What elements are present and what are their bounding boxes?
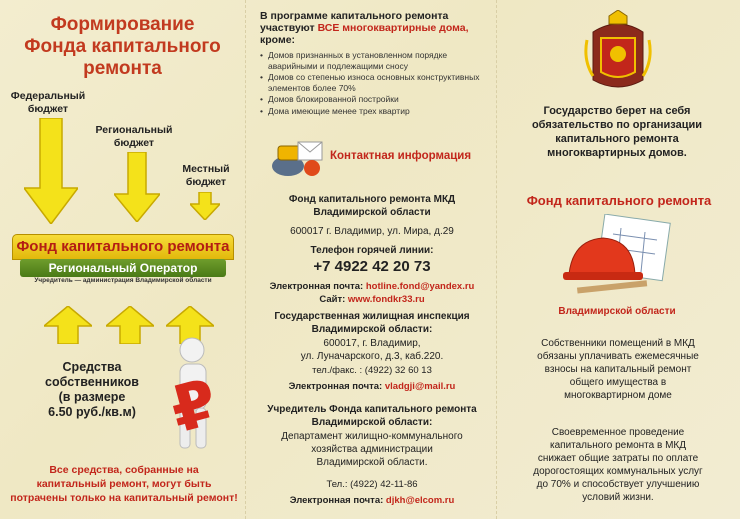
repair-benefits-text: Своевременное проведение капитального ремонта в МКД снижает общие затраты по оплате дорогостоящих коммунальных услуг до 70% и способствует улучшению условий жизни. — [533, 427, 703, 503]
fund-email-line: Электронная почта: hotline.fond@yandex.ru — [269, 281, 475, 292]
fund-address: 600017 г. Владимир, ул. Мира, д.29 — [290, 226, 454, 237]
owners-funds-label: Средства собственников (в размере 6.50 руб./кв.м) — [45, 360, 139, 419]
gji-email-line: Электронная почта: vladgji@mail.ru — [288, 381, 456, 392]
owners-obligation-text: Собственники помещений в МКД обязаны уплачивать ежемесячные взносы на капитальный ремонт общего имущества в многоквартирном доме — [537, 338, 699, 401]
founder-email-line: Электронная почта: djkh@elcom.ru — [289, 495, 455, 506]
program-intro: В программе капитального ремонта участвуют ВСЕ многоквартирные дома, кроме: — [260, 10, 469, 46]
gji-name: Государственная жилищная инспекция Владимирской области: — [274, 311, 470, 335]
funds-usage-note: Все средства, собранные на капитальный ремонт, могут быть потрачены только на капитальный ремонт! — [10, 464, 238, 504]
founder-title: Учредитель Фонда капитального ремонта Владимирской области: — [267, 404, 477, 428]
list-item: • Домов со степенью износа основных конструктивных элементов более 70% — [260, 72, 486, 93]
middle-panel — [245, 0, 497, 519]
state-statement: Государство берет на себя обязательство по организации капитального ремонта многоквартирных домов. — [531, 105, 703, 159]
up-arrow-icon — [106, 306, 154, 344]
local-budget-label: Местный бюджет — [182, 163, 230, 188]
svg-text:₽: ₽ — [163, 365, 226, 449]
fund-name: Фонд капитального ремонта МКД Владимирской области — [288, 194, 456, 218]
title-line: ремонта — [83, 58, 162, 79]
coat-of-arms-icon — [583, 10, 653, 94]
founder-phone: Тел.: (4922) 42-11-86 — [326, 479, 418, 490]
right-fund-title: Фонд капитального ремонта — [526, 193, 712, 208]
gji-phone: тел./факс. : (4922) 32 60 13 — [312, 365, 432, 376]
region-label: Владимирской области — [558, 306, 676, 317]
fund-site-line: Сайт: www.fondkr33.ru — [319, 294, 425, 305]
fund-site[interactable]: www.fondkr33.ru — [347, 294, 425, 305]
list-item: • Дома имеющие менее трех квартир — [260, 106, 486, 117]
regional-budget-label: Региональный бюджет — [95, 124, 173, 149]
up-arrow-icon — [44, 306, 92, 344]
person-with-ruble-icon — [158, 336, 228, 454]
local-arrow-icon — [190, 192, 220, 220]
phone-mail-icon — [268, 136, 326, 180]
founder-department: Департамент жилищно-коммунального хозяйства администрации Владимирской области. — [281, 431, 463, 468]
banner-operator: Региональный Оператор — [20, 259, 226, 277]
list-item: • Домов признанных в установленном порядке аварийными и подлежащими сносу — [260, 50, 486, 71]
regional-arrow-icon — [114, 152, 160, 222]
banner-founder: Учредитель — администрация Владимирской области — [34, 277, 212, 284]
fund-email[interactable]: hotline.fond@yandex.ru — [365, 281, 475, 292]
hardhat-blueprint-icon — [561, 214, 673, 302]
intro-highlight: ВСЕ многоквартирные дома, — [317, 22, 469, 34]
formation-title — [0, 14, 245, 80]
hotline-label: Телефон горячей линии: — [310, 245, 434, 256]
contact-title: Контактная информация — [330, 150, 472, 162]
title-line: Формирование — [50, 14, 195, 35]
left-panel — [0, 0, 245, 519]
federal-budget-label: Федеральный бюджет — [10, 90, 86, 115]
list-item: • Домов блокированной постройки — [260, 94, 486, 105]
gji-address: 600017, г. Владимир, ул. Луначарского, д.3, каб.220. — [300, 338, 444, 362]
regional-operator-banner — [12, 234, 234, 286]
banner-title: Фонд капитального ремонта — [12, 234, 234, 260]
exceptions-list — [260, 50, 486, 117]
federal-arrow-icon — [24, 118, 78, 224]
gji-email[interactable]: vladgji@mail.ru — [384, 381, 456, 392]
right-panel — [497, 0, 740, 519]
founder-email[interactable]: djkh@elcom.ru — [385, 495, 455, 506]
title-line: Фонда капитального — [24, 36, 221, 57]
hotline-number: +7 4922 42 20 73 — [313, 258, 431, 275]
